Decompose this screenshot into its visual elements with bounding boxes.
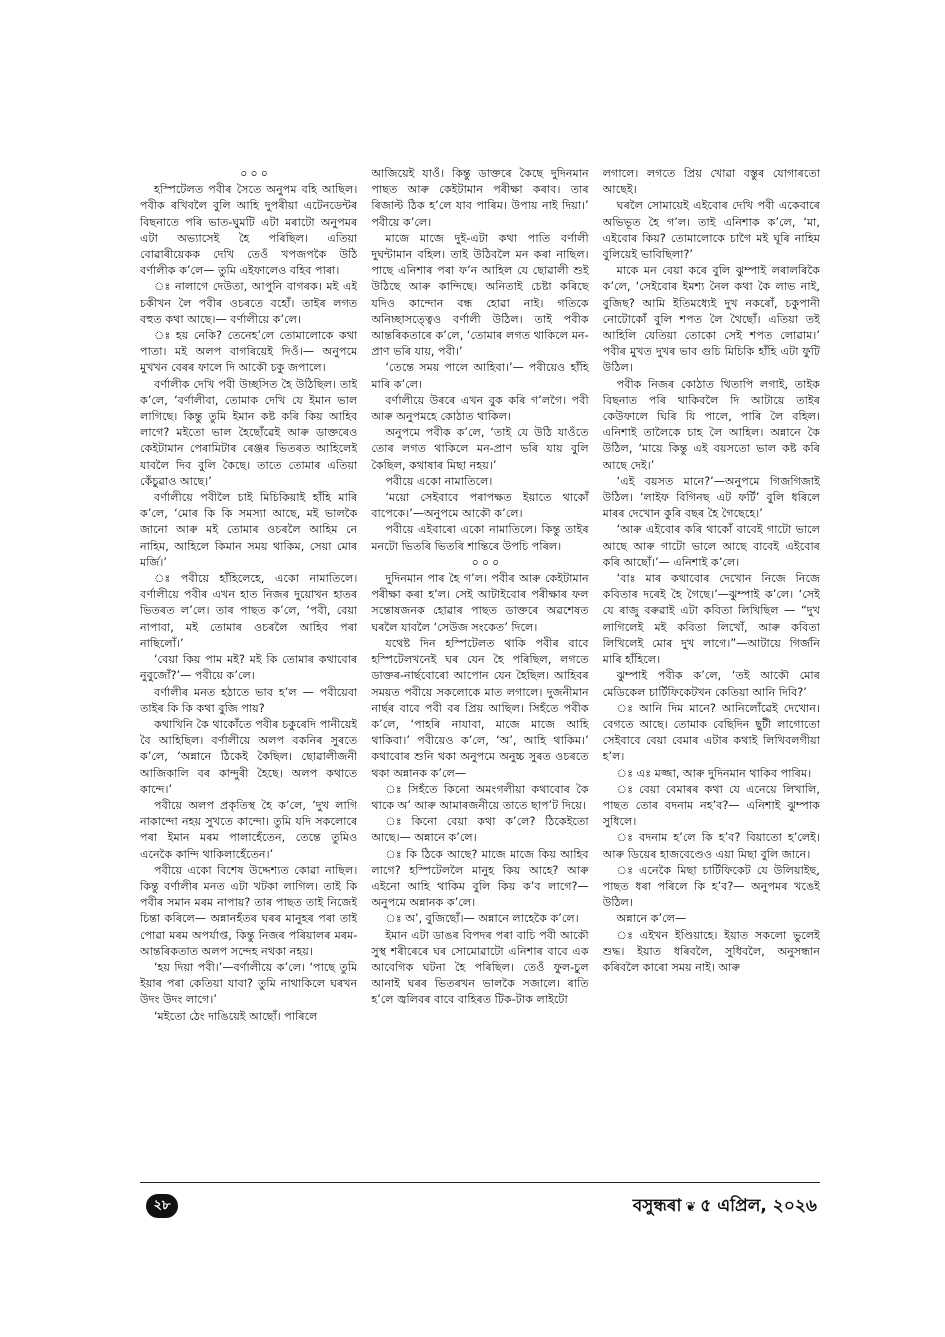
paragraph: অন্নানে ক’লে—	[616, 912, 687, 926]
paragraph: অনুপমে পবীক ক’লে, ‘তাই যে উঠি যাওঁতে তোৰ লগত থাকিলে মন-প্ৰাণ ভৰি যায় বুলি কৈছিল, কথাষাৰ মিছা নহয়।’	[371, 426, 589, 472]
paragraph: ‘তেন্তে সময় পালে আহিবা।’— পবীয়েও হাঁহি মাৰি ক’লে।	[371, 361, 589, 391]
column-3	[603, 166, 820, 1176]
paragraph: ‘হয় দিয়া পবী।’—বৰ্ণালীয়ে ক’লে। ‘পাছে তুমি ইয়াৰ পৰা কেতিয়া যাবা? তুমি নাথাকিলে ঘৰখন উদং উদং লাগে।’	[140, 960, 358, 1007]
paragraph: কথাখিনি কৈ থাকোঁতে পবীৰ চকুৰেদি পানীয়েই বৈ আহিছিল। বৰ্ণালীয়ে অলপ বকনিৰ সুৰতে ক’লে, ‘অন্নানে ঠিকেই কৈছিল। ছোৱালীজনী আজিকালি বৰ কান্দুৰী হৈছে। অলপ কথাতে কান্দে।’	[140, 717, 358, 796]
paragraph: বৰ্ণালীৰ মনত হঠাতে ভাব হ’ল — পবীয়েবা তাইৰ কি কি কথা বুজি পায়?	[140, 685, 358, 715]
page-number: ২৮	[146, 1194, 178, 1218]
paragraph: ঃ এঃ মজ্জা, আৰু দুদিনমান থাকিব পাৰিম।	[616, 766, 812, 780]
paragraph: ‘ময়ো সেইবাবে পৰাপক্ষত ইয়াতে থাকোঁ বাপেকে।’—অনুপমে আকৌ ক’লে।	[371, 491, 589, 521]
paragraph: ঃ কিনো বেয়া কথা ক’লে? ঠিকেইতো আছে।— অন্নানে ক’লে।	[371, 815, 589, 845]
paragraph: ঃ কি ঠিকে আছে? মাজে মাজে কিয় আহিব লাগে? হস্পিটেললৈ মানুহ কিয় আহে? আৰু এইনো আহি থাকিম বুলি কিয় ক’ব লাগে?— অনুপমে অন্নানক ক’লে।	[371, 847, 589, 910]
paragraph: ঃ এইখন ইণ্ডিয়াহে। ইয়াত সকলো ভুলেই শুদ্ধ। ইয়াত ধৰিবলৈ, সুধিবলৈ, অনুসন্ধান কৰিবলৈ কাৰো সময় নাই। আৰু	[602, 928, 820, 974]
paragraph: বৰ্ণালীয়ে উৰৰে এখন বুক কৰি গ’লগৈ। পবী আৰু অনুপমহে কোঠাত থাকিল।	[371, 393, 589, 424]
paragraph: যথেষ্ট দিন হস্পিটেলত থাকি পবীৰ বাবে হস্পিটেলখনেই ঘৰ যেন হৈ পৰিছিল, লগতে ডাক্তৰ-নাৰ্ছবোৰো আপোন যেন হৈছিল। আহিবৰ সময়ত পবীয়ে সকলোকে মাত লগালে। দুজনীমান নাৰ্ছৰ বাবে পবী বৰ প্ৰিয় আছিল। সিহঁতে পবীক ক’লে, ‘পাহৰি নাযাবা, মাজে মাজে আহি থাকিবা।’ পবীয়েও ক’লে, ‘অ’, আহি থাকিম।’ কথাবোৰ শুনি থকা অনুপমে অনুচ্চ সুৰত ওচৰতে থকা অন্নানক ক’লে—	[371, 636, 589, 780]
paragraph: পবীয়ে অলপ প্ৰকৃতিস্থ হৈ ক’লে, ‘দুখ লাগি নাকান্দো নহয় সুখতে কান্দো। তুমি যদি সকলোৰে পৰা ইমান মৰম পালাহেঁতেন, তেন্তে তুমিও এনেকৈ কান্দি থাকিলাহেঁতেন।’	[140, 798, 358, 861]
paragraph: ঘৰলৈ সোমায়েই এইবোৰ দেখি পবী একেবাৰে অভিভূত হৈ গ’ল। তাই এনিশাক ক’লে, ‘মা, এইবোৰ কিয়? তোমালোকে চাগৈ মই ঘূৰি নাহিম বুলিয়েই ভাবিছিলা?’	[602, 199, 820, 262]
paragraph: ঃ বদনাম হ’লে কি হ’ব? বিয়াতো হ’লেই। আৰু ডিয়েৰ হাজবেণ্ডেও এয়া মিছা বুলি জানে।	[602, 831, 820, 861]
paragraph: ঃ সিহঁতে কিনো অমংগলীয়া কথাবোৰ কৈ থাকে অ’ আৰু আমাৰজনীয়ে তাতে ছাপ’ট দিয়ে।	[371, 782, 589, 812]
column-2	[371, 166, 588, 1176]
paragraph: ঃ অ’, বুজিছোঁ।— অন্নানে লাহেকৈ ক’লে।	[385, 912, 579, 926]
magazine-title: বসুন্ধৰা	[632, 1196, 682, 1216]
paragraph: ‘এই বয়সত মানে?’—অনুপমে গিজগিজাই উঠিল। ‘লাইফ বিগিনছ এট ফৰ্টি’ বুলি ধৰিলে মাৰৰ দেখোন কুৰি বছৰ হৈ গৈছেহে।’	[602, 474, 820, 521]
section-separator: ০০০	[240, 167, 272, 180]
paragraph: ঃ বেয়া বেমাৰৰ কথা যে এনেয়ে লিখালি, পাছত তোৰ বদনাম নহ’ব?— এনিশাই ঝুম্পাক সুধিলে।	[602, 782, 820, 829]
article-body	[140, 166, 820, 1176]
paragraph: আজিয়েই যাওঁ। কিন্তু ডাক্তৰে কৈছে দুদিনমান পাছত আৰু কেইটামান পৰীক্ষা কৰাব। তাৰ ৰিজাল্ট ঠিক হ’লে যাব পাৰিম। উপায় নাই দিয়া।’ পবীয়ে ক’লে।	[371, 167, 589, 229]
paragraph: বৰ্ণালীক দেখি পবী উচ্ছসিত হৈ উঠিছিল। তাই ক’লে, ‘বৰ্ণালীবা, তোমাক দেখি যে ইমান ভাল লাগিছে। কিন্তু তুমি ইমান কষ্ট কৰি কিয় আহিব লাগে? মইতো ভাল হৈছোঁৱেই আৰু ডাক্তৰেও কেইটামান পেৰামিটাৰ ৰেঞ্জৰ ভিতৰত আহিলেই যাবলৈ দিব বুলি কৈছে। তাতে তোমাৰ এতিয়া কেঁচুৱাও আছে।’	[140, 377, 358, 488]
paragraph: ‘আৰু এইবোৰ কৰি থাকোঁ বাবেই গাটো ভালে আছে আৰু গাটো ভালে আছে বাবেই এইবোৰ কৰি আছোঁ।’— এনিশাই ক’লে।	[602, 523, 820, 569]
paragraph: ‘বাঃ মাৰ কথাবোৰ দেখোন নিজে নিজে কবিতাৰ দৰেই হৈ গৈছে।’—ঝুম্পাই ক’লে। ‘সেই যে ৰাজু বৰুৱাই এটা কবিতা লিখিছিল — “দুখ লাগিলেই মই কবিতা লিখোঁ, আৰু কবিতা লিখিলেই মোৰ দুখ লাগে।”—আটায়ে গিৰ্জনি মাৰি হাঁহিলে।	[602, 572, 820, 667]
paragraph: বৰ্ণালীয়ে পবীলৈ চাই মিচিকিয়াই হাঁহি মাৰি ক’লে, ‘মোৰ কি কি সমস্যা আছে, মই ভালকৈ জানো আৰু মই তোমাৰ ওচৰলৈ আহিম নে নাহিম, আহিলে কিমান সময় থাকিম, সেয়া মোৰ মৰ্জি।’	[140, 491, 358, 569]
running-footer	[633, 1193, 817, 1221]
paragraph: ঃ হয় নেকি? তেনেহ’লে তোমালোকে কথা পাতা। মই অলপ বাগৰিয়েই দিওঁ।— অনুপমে মুখখন বেৰৰ ফালে দি আকৌ চকু জপালে।	[140, 329, 358, 375]
paragraph: মাকে মন বেয়া কৰে বুলি ঝুম্পাই লৰালৰিকৈ ক’লে, ‘সেইবোৰ ইমশ্য নৈল কথা কৈ লাভ নাই, বুজিছ? আমি ইতিমধ্যেই দুখ নকৰোঁ, চকুপানী নোটোকোঁ বুলি শপত লৈ থৈছোঁ। এতিয়া তই আহিলি যেতিয়া তোকো সেই শপত লোৱাম।’ পবীৰ মুখত দুখৰ ভাব গুচি মিচিকি হাঁহি এটা ফুটি উঠিল।	[602, 264, 820, 375]
paragraph: ‘মইতো ঠেং দাঙিয়েই আছোঁ। পাৰিলে	[154, 1009, 318, 1023]
paragraph: পবীয়ে এইবাৰো একো নামাতিলে। কিন্তু তাইৰ মনটো ভিতৰি ভিতৰি শান্তিৰে উপচি পৰিল।	[371, 523, 589, 553]
issue-date: ৫ এপ্ৰিল, ২০২৬	[700, 1196, 817, 1216]
paragraph: মাজে মাজে দুই-এটা কথা পাতি বৰ্ণালী দুঘন্টামান বহিল। তাই উঠিবলৈ মন কৰা নাছিল। পাছে এনিশাৰ পৰা ফ’ন আহিল যে ছোৱালী শুই উঠিছে আৰু কান্দিছে। অনিতাই চেষ্টা কৰিছে যদিও কান্দোন বন্ধ হোৱা নাই। গতিকে অনিচ্ছাসত্ত্বেও বৰ্ণালী উঠিল। তাই পবীক আন্তৰিকতাৰে ক’লে, ‘তোমাৰ লগত থাকিলে মন-প্ৰাণ ভৰি যায়, পবী।’	[371, 231, 589, 359]
paragraph: পবীয়ে একো বিশেষ উদ্দেশ্যত কোৱা নাছিল। কিন্তু বৰ্ণালীৰ মনত এটা খটকা লাগিল। তাই কি পবীৰ সমান মৰম নাপায়? তাৰ পাছত তাই নিজেই চিন্তা কৰিলে— অন্নানহঁতৰ ঘৰৰ মানুহৰ পৰা তাই পোৱা মৰম অপৰ্যাপ্ত, কিন্তু নিজৰ পৰিয়ালৰ মৰম-আন্তৰিকতাত অলপ সন্দেহ নথকা নহয়।	[140, 863, 358, 958]
paragraph: ঃ আনি দিম মানে? আনিলোঁৱেই দেখোন। বেগতে আছে। তোমাক বেছিদিন ছুটী লাগোতো সেইবাবে বেয়া বেমাৰ এটাৰ কথাই লিখিবলগীয়া হ’ল।	[602, 701, 820, 764]
footer-divider	[140, 1182, 820, 1183]
paragraph: ঝুম্পাই পবীক ক’লে, ‘তই আকৌ মোৰ মেডিকেল চাৰ্টিফিকেটখন কেতিয়া আনি দিবি?’	[602, 669, 820, 699]
paragraph: পবীক নিজৰ কোঠাত থিতাপি লগাই, তাইক বিছনাত পৰি থাকিবলৈ দি আটায়ে তাইৰ কেউফালে ঘিৰি যি পালে, পাৰি লৈ বহিল। এনিশাই তালৈকে চাহ লৈ আহিল। অন্নানে কৈ উঠিল, ‘মায়ে কিন্তু এই বয়সতো ভাল কষ্ট কৰি আছে দেই।’	[602, 377, 820, 472]
paragraph: ঃ পবীয়ে হাঁহিলেহে, একো নামাতিলে। বৰ্ণালীয়ে পবীৰ এখন হাত নিজৰ দুয়োখন হাতৰ ভিতৰত ল’লে। তাৰ পাছত ক’লে, ‘পবী, বেয়া নাপাবা, মই তোমাৰ ওচৰলৈ আহিব পৰা নাছিলোঁ।’	[140, 572, 358, 650]
paragraph: হস্পিটেলত পবীৰ সৈতে অনুপম বহি আছিল। পবীক ৰখিবলৈ বুলি আহি দুপৰীয়া এটেনডেন্টৰ বিছনাতে পৰি ভাত-ঘুমটি এটা মৰাটো অনুপমৰ এটা অভ্যাসেই হৈ পৰিছিল। এতিয়া বোৱাৰীয়েকক দেখি তেওঁ খপজপকৈ উঠি বৰ্ণালীক ক’লে— তুমি এইফালেও বহিব পাৰা।	[140, 183, 358, 278]
paragraph: পবীয়ে একো নামাতিলে।	[385, 474, 493, 488]
paragraph: ঃ এনেকৈ মিছা চাৰ্টিফিকেট যে উলিয়াইছ, পাছত ধৰা পৰিলে কি হ’ব?— অনুপমৰ খঙেই উঠিল।	[602, 863, 820, 910]
paragraph: ‘বেয়া কিয় পাম মই? মই কি তোমাৰ কথাবোৰ নুবুজোঁ?’— পবীয়ে ক’লে।	[140, 653, 358, 683]
paragraph: লগালে। লগতে প্ৰিয় খোৱা বস্তুৰ যোগাৰতো আছেই।	[602, 167, 820, 197]
section-separator: ০০০	[471, 555, 503, 569]
column-1	[140, 166, 357, 1176]
paragraph: ঃ নালাগে দেউতা, আপুনি বাগৰক। মই এই চকীখন লৈ পবীৰ ওচৰতে বহোঁ। তাইৰ লগত বহুত কথা আছে।— বৰ্ণালীয়ে ক’লে।	[140, 280, 358, 326]
paragraph: দুদিনমান পাৰ হৈ গ’ল। পবীৰ আৰু কেইটামান পৰীক্ষা কৰা হ’ল। সেই আটাইবোৰ পৰীক্ষাৰ ফল সন্তোষজনক হোৱাৰ পাছত ডাক্তৰে অৱশেষত ঘৰলৈ যাবলৈ ‘সেউজ সংকেত’ দিলে।	[371, 572, 589, 634]
leaf-ornament-icon: ❦	[685, 1199, 697, 1215]
paragraph: ইমান এটা ডাঙৰ বিপদৰ পৰা বাচি পবী আকৌ সুস্থ শৰীৰেৰে ঘৰ সোমোৱাটো এনিশাৰ বাবে এক আবেগিক ঘটনা হৈ পৰিছিল। তেওঁ ফুল-চুল আনাই ঘৰৰ ভিতৰখন ভালকৈ সজালে। ৰাতি হ’লে জ্বলিবৰ বাবে বাহিৰত টিক-টাক লাইটো	[371, 928, 589, 1007]
